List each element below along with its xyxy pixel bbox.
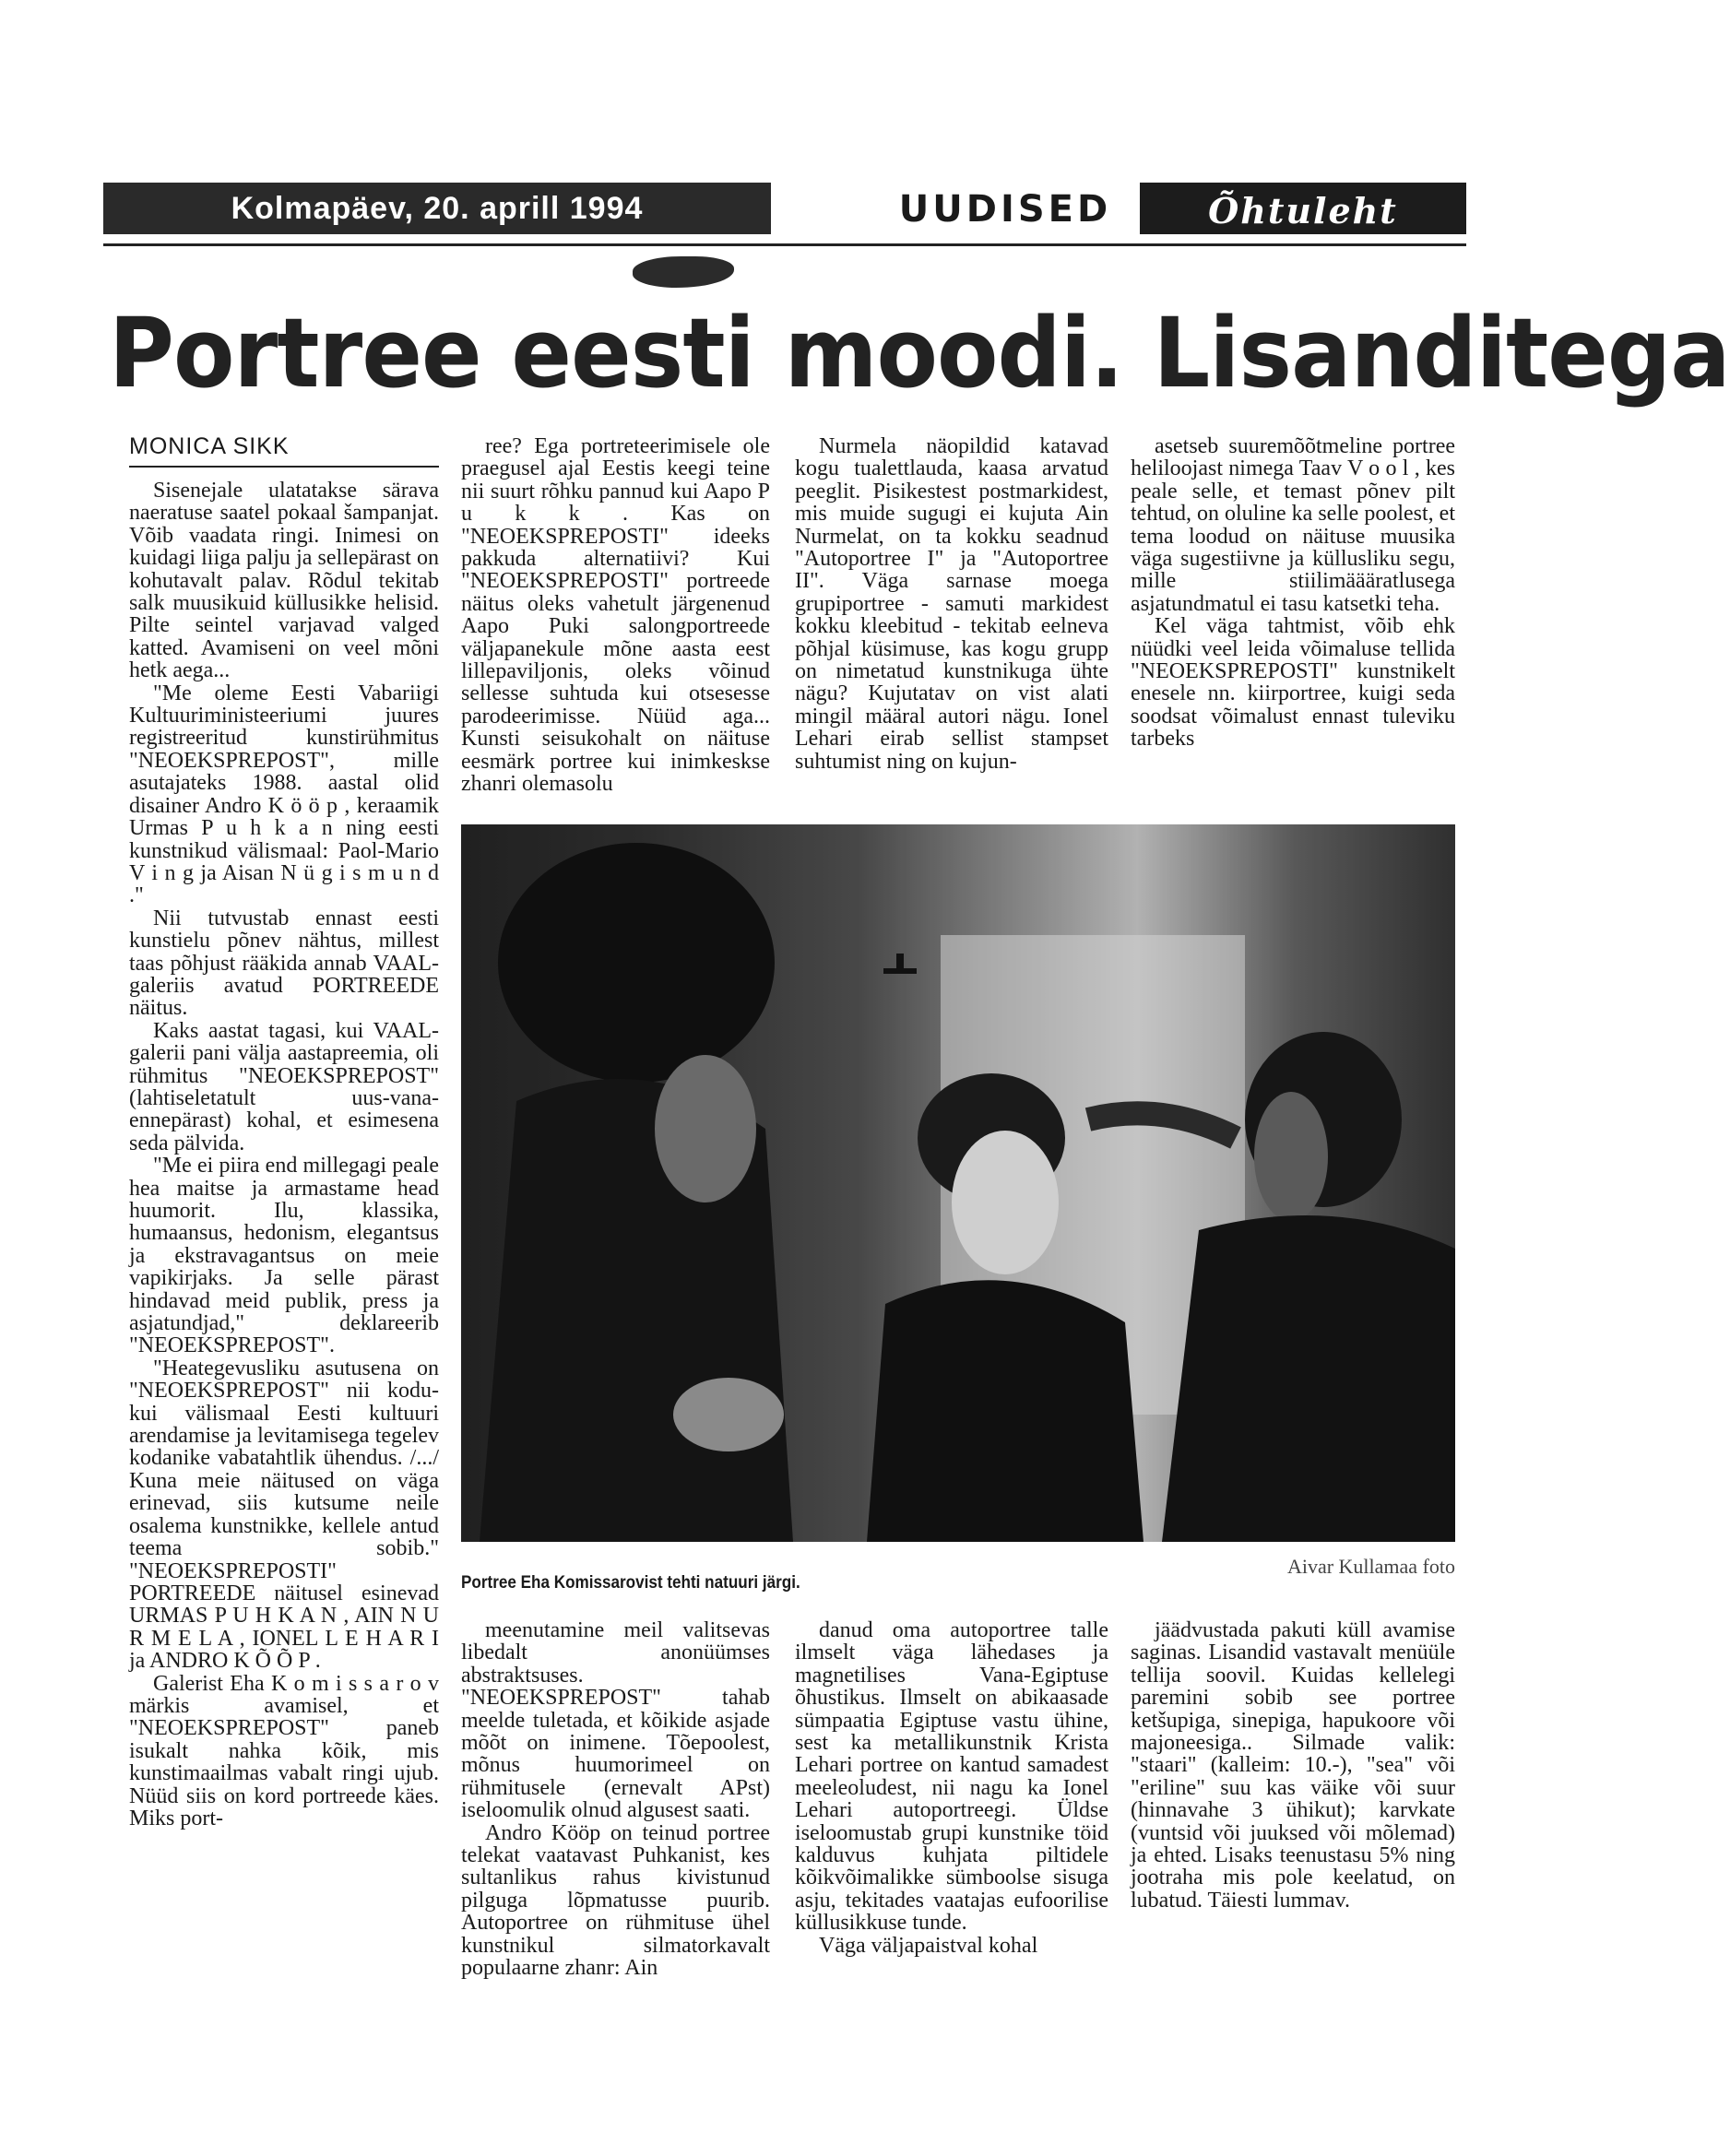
paragraph: Nurmela näopildid katavad kogu tualettlauda, kaasa arvatud peeglit. Pisikestest postmarkidest, mis muide sugugi ei kujuta Ain Nurmelat, on ta kokku seadnud "Autoportree I" ja "Autoportree II". Väga sarnase moega grupiportree - samuti markidest kokku kleebitud - tekitab eelneva põhjal küsimuse, kas kogu grupp on nimetatud kunstnikuga ühte nägu? Kujutatav on vist alati mingil määral autori nägu. Ionel Lehari eirab sellist stampset suhtumist ning on kujun- — [795, 434, 1108, 774]
paragraph: Väga väljapaistval kohal — [819, 1933, 1038, 1958]
section-label: UUDISED — [898, 188, 1112, 231]
issue-date: Kolmapäev, 20. aprill 1994 — [103, 183, 771, 234]
paragraph: "Me oleme Eesti Vabariigi Kultuuriministeeriumi juures registreeritud kunstirühmitus "NEOEKSPREPOST", mille asutajateks 1988. aastal olid disainer Andro K ö ö p , keraamik Urmas P u h k a n ning eesti kunstnikud välismaal: Paol-Mario V i n g ja Aisan N ü g i s m u n d ." — [129, 681, 439, 908]
text-column-4 — [1131, 435, 1455, 813]
text-column-7 — [1131, 1619, 1455, 1999]
paragraph: "Me ei piira end millegagi peale hea maitse ja armastame head huumorit. Ilu, klassika, humaansus, hedonism, elegantsus ja ekstravagantsus on meie vapikirjaks. Ja selle pärast hindavad meid publik, press ja asjatundjad," deklareerib "NEOEKSPREPOST". — [129, 1154, 439, 1358]
paragraph: Nii tutvustab ennast eesti kunstielu põnev nähtus, millest taas põhjust rääkida annab VAAL-galeriis avatud PORTREEDE näitus. — [129, 906, 439, 1021]
masthead — [103, 183, 1466, 240]
paragraph: danud oma autoportree talle ilmselt väga lähedases ja magnetilises Vana-Egiptuse õhustikus. Ilmselt on abikaasade sümpaatia Egiptuse vastu ühine, sest ka metallikunstnik Krista Lehari portree on kantud samadest meeleoludest, nii nagu ka Ionel Lehari autoportreegi. Üldse iseloomustab grupi kunstnike töid kalduvus kuhjata piltidele kõikvõimalikke sümboolse sisuga asju, tekitades vaatajas eufoorilise küllusikkuse tunde. — [795, 1618, 1108, 1936]
paragraph: Kaks aastat tagasi, kui VAAL-galerii pani välja aastapreemia, oli rühmitus "NEOEKSPREPOST" (lahtiseletatult uus-vana-ennepärast) kohal, et esimesena seda pälvida. — [129, 1018, 439, 1155]
ink-smudge — [633, 256, 734, 288]
article-photo — [461, 824, 1455, 1542]
paragraph: asetseb suuremõõtmeline portree heliloojast nimega Taav V o o l , kes peale selle, et temast põnev pilt tehtud, on oluline ka selle poolest, et tema loodud on näituse muusika väga sugestiivne ja küllusliku segu, mille stiilimäääratlusega asjatundmatul ei tasu katsetki teha. — [1131, 434, 1455, 616]
photo-scene — [461, 824, 1455, 1542]
article-headline: Portree eesti moodi. Lisanditega — [109, 297, 1730, 409]
paragraph: Andro Kööp on teinud portree telekat vaatavast Puhkanist, kes sultanlikus rahus kivistunud pilguga lõpmatusse puurib. Autoportree on rühmituse ühel kunstnikul silmatorkavalt populaarne zhanr: Ain — [461, 1820, 770, 1981]
paragraph: "Heategevusliku asutusena on "NEOEKSPREPOST" nii kodu- kui välismaal Eesti kultuuri arendamise ja levitamisega tegelev kodanike vabatahtlik ühendus. /.../ Kuna meie näitused on väga erinevad, siis kutsume neile osalema kunstnikke, kellele antud teema sobib." "NEOEKSPREPOSTI" PORTREEDE näitusel esinevad URMAS P U H K A N , AIN N U R M E L A , IONEL L E H A R I ja ANDRO K Õ Õ P . — [129, 1356, 439, 1674]
byline: MONICA SIKK — [129, 433, 439, 468]
text-column-2 — [461, 435, 770, 813]
text-column-1 — [129, 480, 439, 1999]
paragraph: meenutamine meil valitsevas libedalt anonüümses abstraktsuses. "NEOEKSPREPOST" tahab meelde tuletada, et kõikide asjade mõõt on inimene. Tõepoolest, mõnus huumorimeel on rühmitusele (ernevalt APst) iseloomulik olnud algusest saati. — [461, 1618, 770, 1823]
paragraph: Sisenejale ulatatakse särava naeratuse saatel pokaal šampanjat. Võib vaadata ringi. Inimesi on kuidagi liiga palju ja sellepärast on kohutavalt palav. Rõdul tekitab salk muusikuid küllusikke helisid. Piltе seintel varjavad valged katted. Avamiseni on veel mõni hetk aega... — [129, 479, 439, 683]
paragraph: jäädvustada pakuti küll avamise saginas. Lisandid vastavalt menüüle tellija soovil. Kuidas kellelegi paremini sobib see portree ketšupiga, sinepiga, hapukoore või majoneesiga.. Silmade valik: "staari" (kalleim: 10.-), "sea" või "eriline" suu kas väike või suur (hinnavahe 3 ühikut); karvkate (vuntsid või juuksed või mõlemad) ja ehted. Lisaks teenustasu 5% ning jootraha mis pole keelatud, on lubatud. Täiesti lummav. — [1131, 1618, 1455, 1913]
newspaper-logo: Õhtuleht — [1140, 183, 1466, 234]
paragraph: Kel väga tahtmist, võib ehk nüüdki veel leida võimaluse tellida "NEOEKSPREPOSTI" kunstnikelt enesele nn. kiirportree, kuigi seda soodsat võimalust ennast tuleviku tarbeks — [1131, 614, 1455, 752]
text-column-6 — [795, 1619, 1108, 1999]
photo-credit: Aivar Kullamaa foto — [1286, 1555, 1455, 1578]
text-column-5 — [461, 1619, 770, 1999]
paragraph: Galerist Eha K o m i s s a r o v märkis avamisel, et "NEOEKSPREPOST" paneb isukalt nahka kõik, mis kunstimaailmas vabalt ringi ujub. Nüüd siis on kord portreede käes. Miks port- — [129, 1671, 439, 1830]
text-column-3 — [795, 435, 1108, 813]
paragraph: ree? Ega portreteerimisele ole praegusel ajal Eestis keegi teine nii suurt rõhku pannud kui Aapo P u k k . Kas on "NEOEKSPREPOSTI" ideeks pakkuda alternatiivi? Kui "NEOEKSPREPOSTI" portreede näitus oleks vahetult järgenenud Aapo Puki salongportreede väljapanekule mõne aasta eest lillepaviljonis, oleks võinud sellesse suhtuda kui otsesesse parodeerimisse. Nüüd aga... Kunsti seisukohalt on näituse eesmärk portree kui inimkeskse zhanri olemasolu — [461, 434, 770, 797]
masthead-rule — [103, 243, 1466, 246]
photo-caption: Portree Eha Komissarovist tehti natuuri järgi. — [461, 1573, 800, 1593]
